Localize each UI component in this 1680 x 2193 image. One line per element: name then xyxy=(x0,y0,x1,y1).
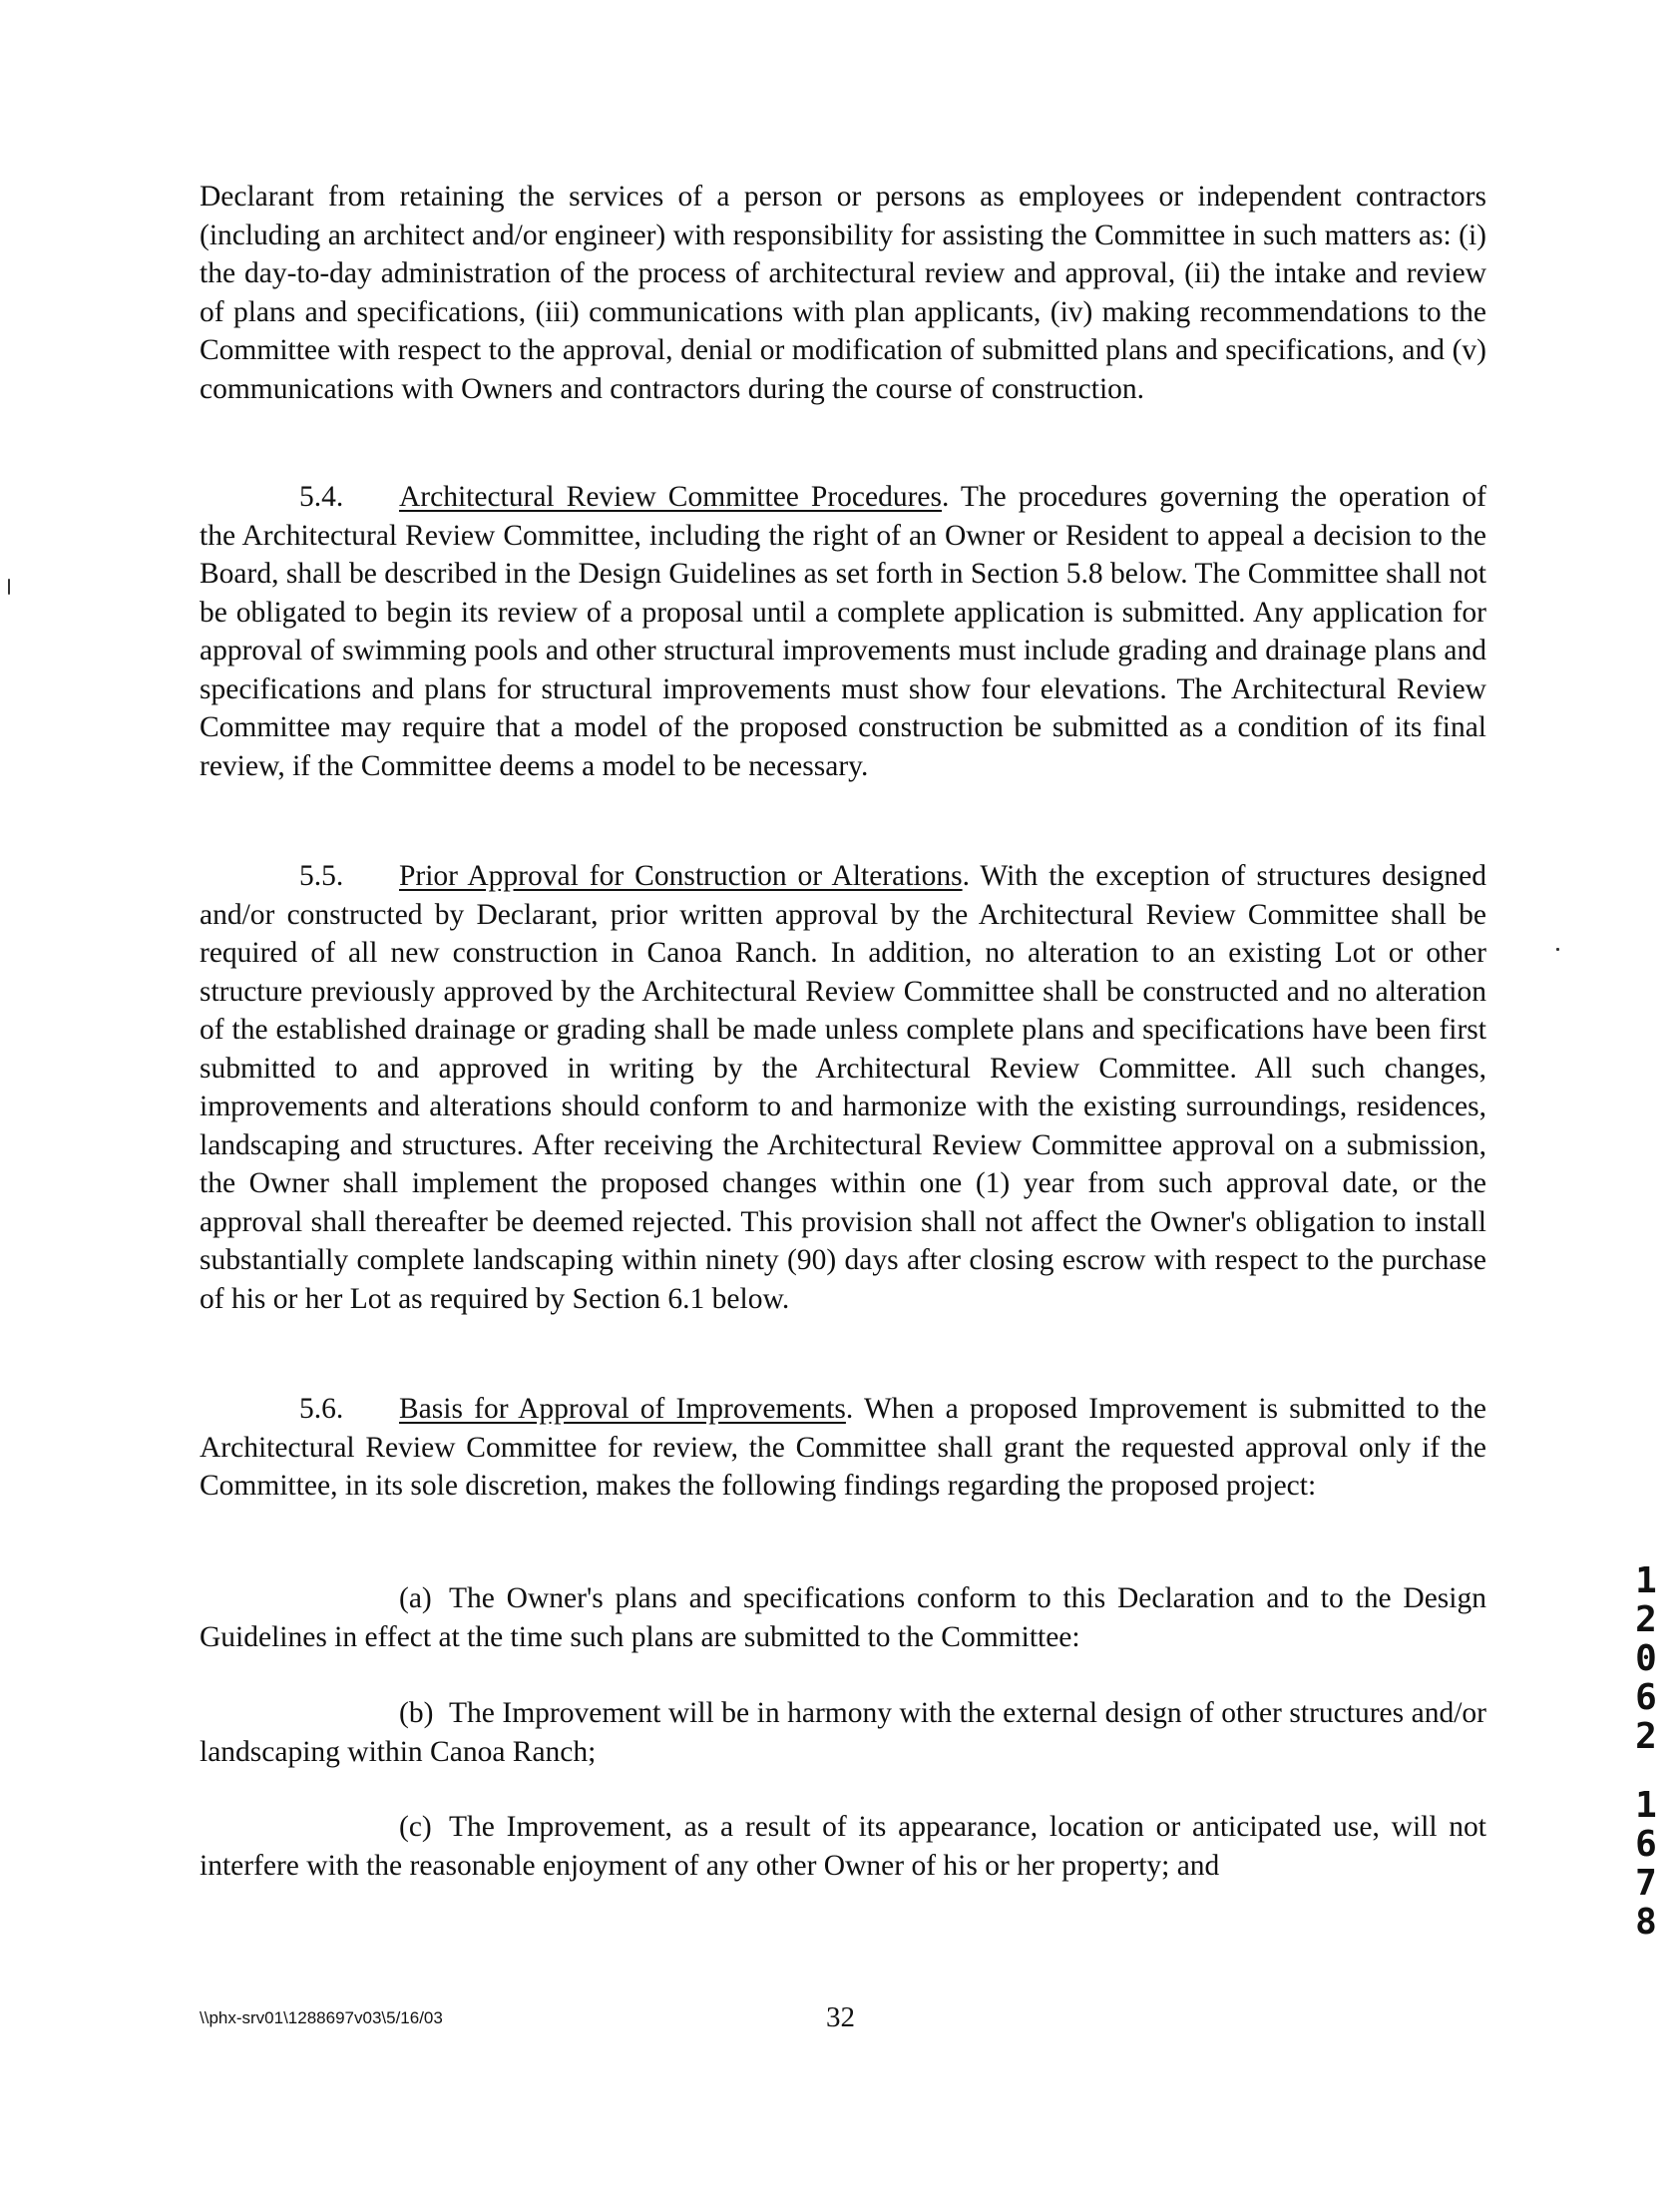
footer-file-path: \\phx-srv01\1288697v03\5/16/03 xyxy=(200,2008,443,2027)
subsection-text: The Owner's plans and specifications conform to this Declaration and to the Design Guidelines in effect at the time such plans are submitted to the Committee: xyxy=(200,1582,1486,1653)
stamp-digit: 8 xyxy=(1635,1902,1657,1943)
section-number: 5.5. xyxy=(299,860,344,892)
stamp-digit: 6 xyxy=(1635,1824,1657,1865)
section-text: . With the exception of structures designed and/or constructed by Declarant, prior written approval by the Architectural Review Committee shall be required of all new construction in Canoa Ranch. In addition, no alteration to an existing Lot or other structure previously approved by the Architectural Review Committee shall be constructed and no alteration of the established drainage or grading shall be made unless complete plans and specifications have been first submitted to and approved in writing by the Architectural Review Committee. All such changes, improvements and alterations should conform to and harmonize with the existing surroundings, residences, landscaping and structures. After receiving the Architectural Review Committee approval on a submission, the Owner shall implement the proposed changes within one (1) year from such approval date, or the approval shall thereafter be deemed rejected. This provision shall not affect the Owner's obligation to install substantially complete landscaping within ninety (90) days after closing escrow with respect to the purchase of his or her Lot as required by Section 6.1 below. xyxy=(200,860,1487,1315)
paragraph-continuation xyxy=(200,178,1486,408)
subsection-a xyxy=(200,1579,1486,1656)
section-number: 5.6. xyxy=(299,1393,344,1425)
scan-speck xyxy=(8,579,10,595)
scan-speck xyxy=(1556,948,1559,951)
section-text: . When a proposed Improvement is submitted to the Architectural Review Committee for review, the Committee shall grant the requested approval only if the Committee, in its sole discretion, makes the following findings regarding the proposed project: xyxy=(200,1393,1486,1502)
stamp-digit: 7 xyxy=(1635,1863,1657,1904)
section-5-4-paragraph xyxy=(200,478,1486,785)
page-number: 32 xyxy=(826,2001,855,2033)
section-5-6 xyxy=(200,1390,1486,1506)
section-number: 5.4. xyxy=(299,481,344,513)
section-5-4 xyxy=(200,478,1486,785)
subsection-number: (a) xyxy=(399,1582,432,1614)
subsection-number: (c) xyxy=(399,1811,432,1843)
subsection-b xyxy=(200,1694,1486,1771)
section-5-6-paragraph xyxy=(200,1390,1486,1506)
stamp-digit: 2 xyxy=(1635,1599,1657,1640)
stamp-gap xyxy=(1626,1756,1666,1786)
subsection-number: (b) xyxy=(399,1697,434,1729)
section-heading: Basis for Approval of Improvements xyxy=(399,1393,846,1425)
section-text: . The procedures governing the operation of the Architectural Review Committee, including the right of an Owner or Resident to appeal a decision to the Board, shall be described in the Design Guidelines as set forth in Section 5.8 below. The Committee shall not be obligated to begin its review of a proposal until a complete application is submitted. Any application for approval of swimming pools and other structural improvements must include grading and drainage plans and specifications and plans for structural improvements must show four elevations. The Architectural Review Committee may require that a model of the proposed construction be submitted as a condition of its final review, if the Committee deems a model to be necessary. xyxy=(200,481,1486,782)
section-5-5-paragraph xyxy=(200,857,1486,1318)
section-heading: Prior Approval for Construction or Alterations xyxy=(399,860,963,892)
stamp-digit: 0 xyxy=(1635,1638,1657,1679)
subsection-text: The Improvement will be in harmony with the external design of other structures and/or landscaping within Canoa Ranch; xyxy=(200,1697,1486,1768)
stamp-digit: 6 xyxy=(1635,1677,1657,1718)
stamp-digit: 1 xyxy=(1635,1785,1657,1826)
subsection-c-paragraph xyxy=(200,1808,1486,1885)
section-5-5 xyxy=(200,857,1486,1318)
subsection-b-paragraph xyxy=(200,1694,1486,1771)
subsection-a-paragraph xyxy=(200,1579,1486,1656)
stamp-digit: 2 xyxy=(1635,1716,1657,1757)
recording-number-stamp xyxy=(1626,1561,1666,1942)
stamp-digit: 1 xyxy=(1635,1560,1657,1601)
section-heading: Architectural Review Committee Procedures xyxy=(399,481,943,513)
subsection-text: The Improvement, as a result of its appearance, location or anticipated use, will not interfere with the reasonable enjoyment of any other Owner of his or her property; and xyxy=(200,1811,1486,1882)
paragraph-text: Declarant from retaining the services of a person or persons as employees or independent contractors (including an architect and/or engineer) with responsibility for assisting the Committee in such matters as: (i) the day-to-day administration of the process of architectural review and approval, (ii) the intake and review of plans and specifications, (iii) communications with plan applicants, (iv) making recommendations to the Committee with respect to the approval, denial or modification of submitted plans and specifications, and (v) communications with Owners and contractors during the course of construction. xyxy=(200,181,1486,405)
subsection-c xyxy=(200,1808,1486,1885)
